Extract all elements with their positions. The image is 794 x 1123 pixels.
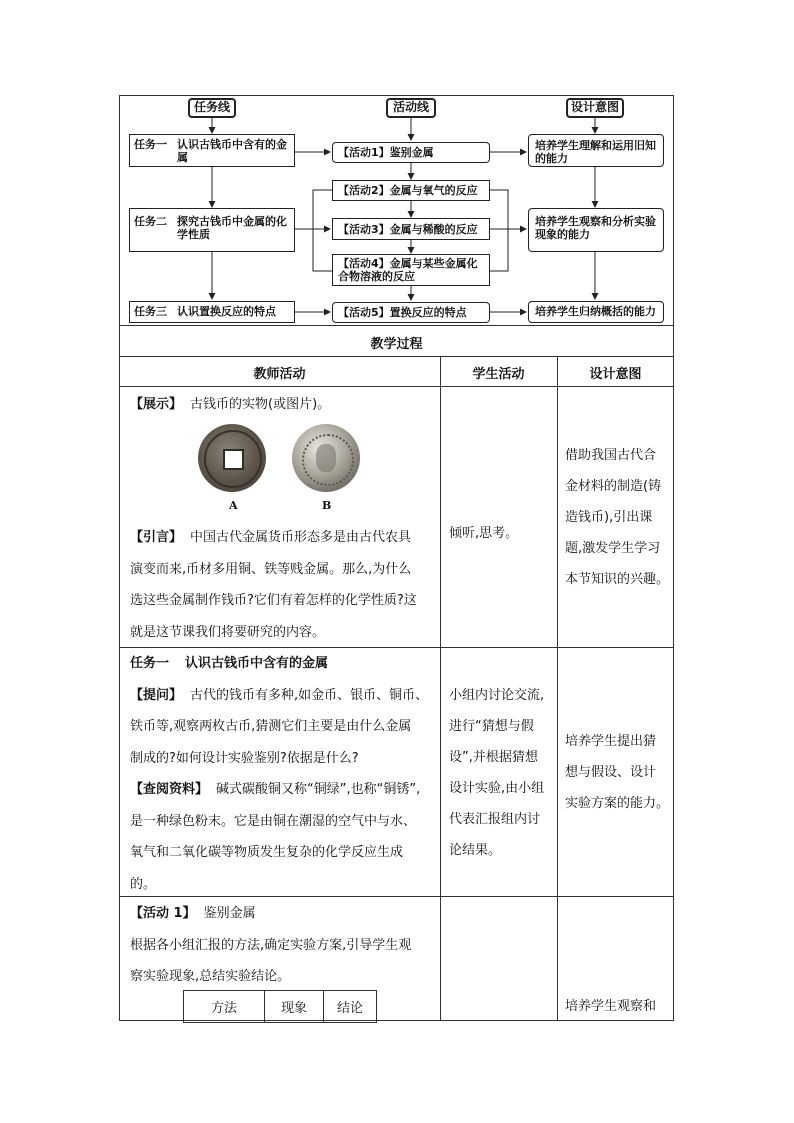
flowchart-task-1 [129,134,295,167]
design-aim-2 [565,726,669,819]
flowchart-aim-3: 培养学生归纳概括的能力 [528,301,664,323]
flowchart-task-2 [129,208,295,252]
intro-paragraph [130,522,417,648]
flowchart-aim-2: 培养学生观察和分析实验现象的能力 [528,208,664,252]
text-line: 本节知识的兴趣。 [565,572,670,587]
text-line: 就是这节课我们将要研究的内容。 [130,624,326,640]
text-line: 的。 [130,876,157,892]
column-divider [440,356,441,1021]
process-title: 教学过程 [370,337,423,352]
result-table [183,990,377,1023]
text-line: 进行“猜想与假 [449,719,534,734]
table-row [184,991,377,1023]
row-divider [119,356,674,357]
row-divider [119,386,674,387]
text-line: 是一种绿色粉末。它是由铜在潮湿的空气中与水、 [130,813,417,829]
flowchart-header-task: 任务线 [188,98,236,118]
text-line: 碱式碳酸铜又称“铜绿”,也称“铜锈”, [216,782,421,797]
activity-1-block [130,898,411,993]
flowchart-header-aim: 设计意图 [566,98,624,118]
activity-tag: 【活动 1】 [130,906,196,921]
column-divider [557,356,558,1021]
text-line: 根据各小组汇报的方法,确定实验方案,引导学生观 [130,937,412,953]
show-tag: 【展示】 [130,397,183,412]
show-text: 古钱币的实物(或图片)。 [190,397,331,412]
column-header-aim: 设计意图 [589,367,642,382]
task-text: 探究古钱币中金属的化学性质 [177,215,287,241]
column-header-teacher: 教师活动 [253,367,306,382]
text-line: 中国古代金属货币形态多是由古代农具 [190,530,412,545]
show-line [130,389,330,421]
text-line: 培养学生提出猜 [565,734,657,749]
column-header-student: 学生活动 [472,367,525,382]
table-header-cell: 现象 [265,991,324,1023]
flowchart-activity-1: 【活动1】鉴别金属 [332,142,490,163]
coin-b-image [292,424,360,492]
student-activity-1: 倾听,思考。 [449,526,519,541]
text-line: 设”,并根据猜想 [449,750,538,765]
coin-a-label: A [229,499,238,512]
table-header-cell: 结论 [324,991,377,1023]
table-header-cell: 方法 [184,991,265,1023]
text-line: 小组内讨论交流, [449,688,545,703]
task-text: 认识置换反应的特点 [177,305,276,318]
task-number: 任务二 [134,215,167,228]
coin-rim [204,430,262,488]
text-line: 设计实验,由小组 [449,781,545,796]
text-line: 选这些金属制作钱币?它们有着怎样的化学性质?这 [130,593,417,608]
text-line: 金材料的制造(铸 [565,479,662,494]
text-line: 制成的?如何设计实验鉴别?依据是什么? [130,750,359,766]
student-activity-2 [449,680,544,866]
task-number: 任务一 [134,138,167,151]
text-line: 铁币等,观察两枚古币,猜测它们主要是由什么金属 [130,719,412,734]
flowchart-task-3 [129,301,295,323]
flowchart-activity-2: 【活动2】金属与氧气的反应 [332,180,490,201]
text-line: 造钱币),引出课 [565,510,653,525]
text-line: 想与假设、设计 [565,765,657,780]
flowchart-activity-4: 【活动4】金属与某些金属化合物溶液的反应 [332,254,490,286]
flowchart-header-activity: 活动线 [386,98,436,118]
text-line: 题,激发学生学习 [565,541,661,556]
text-line: 演变而来,币材多用铜、铁等贱金属。那么,为什么 [130,561,412,577]
task-number: 任务三 [134,305,167,318]
task-title: 认识古钱币中含有的金属 [185,656,329,671]
text-line: 论结果。 [449,843,502,858]
design-aim-3: 培养学生观察和 [565,999,657,1014]
intro-tag: 【引言】 [130,530,183,545]
reference-tag: 【查阅资料】 [130,782,209,797]
text-line: 实验方案的能力。 [565,796,670,811]
coin-b-label: B [322,499,332,512]
task-text: 认识古钱币中含有的金属 [177,138,287,164]
text-line: 氧气和二氧化碳等物质发生复杂的化学反应生成 [130,845,404,860]
coin-a-image [198,424,266,492]
task-number: 任务一 [130,656,170,671]
design-aim-1 [565,440,669,595]
text-line: 古代的钱币有多种,如金币、银币、铜币、 [190,687,429,703]
coin-figure [316,444,336,472]
ask-tag: 【提问】 [130,687,183,703]
task-1-block [130,648,428,900]
text-line: 代表汇报组内讨 [449,812,541,827]
flowchart-aim-1: 培养学生理解和运用旧知的能力 [528,134,664,167]
text-line: 借助我国古代合 [565,448,657,463]
activity-title: 鉴别金属 [203,906,256,921]
flowchart-activity-5: 【活动5】置换反应的特点 [332,302,490,323]
text-line: 察实验现象,总结实验结论。 [130,969,291,984]
flowchart-activity-3: 【活动3】金属与稀酸的反应 [332,218,490,240]
